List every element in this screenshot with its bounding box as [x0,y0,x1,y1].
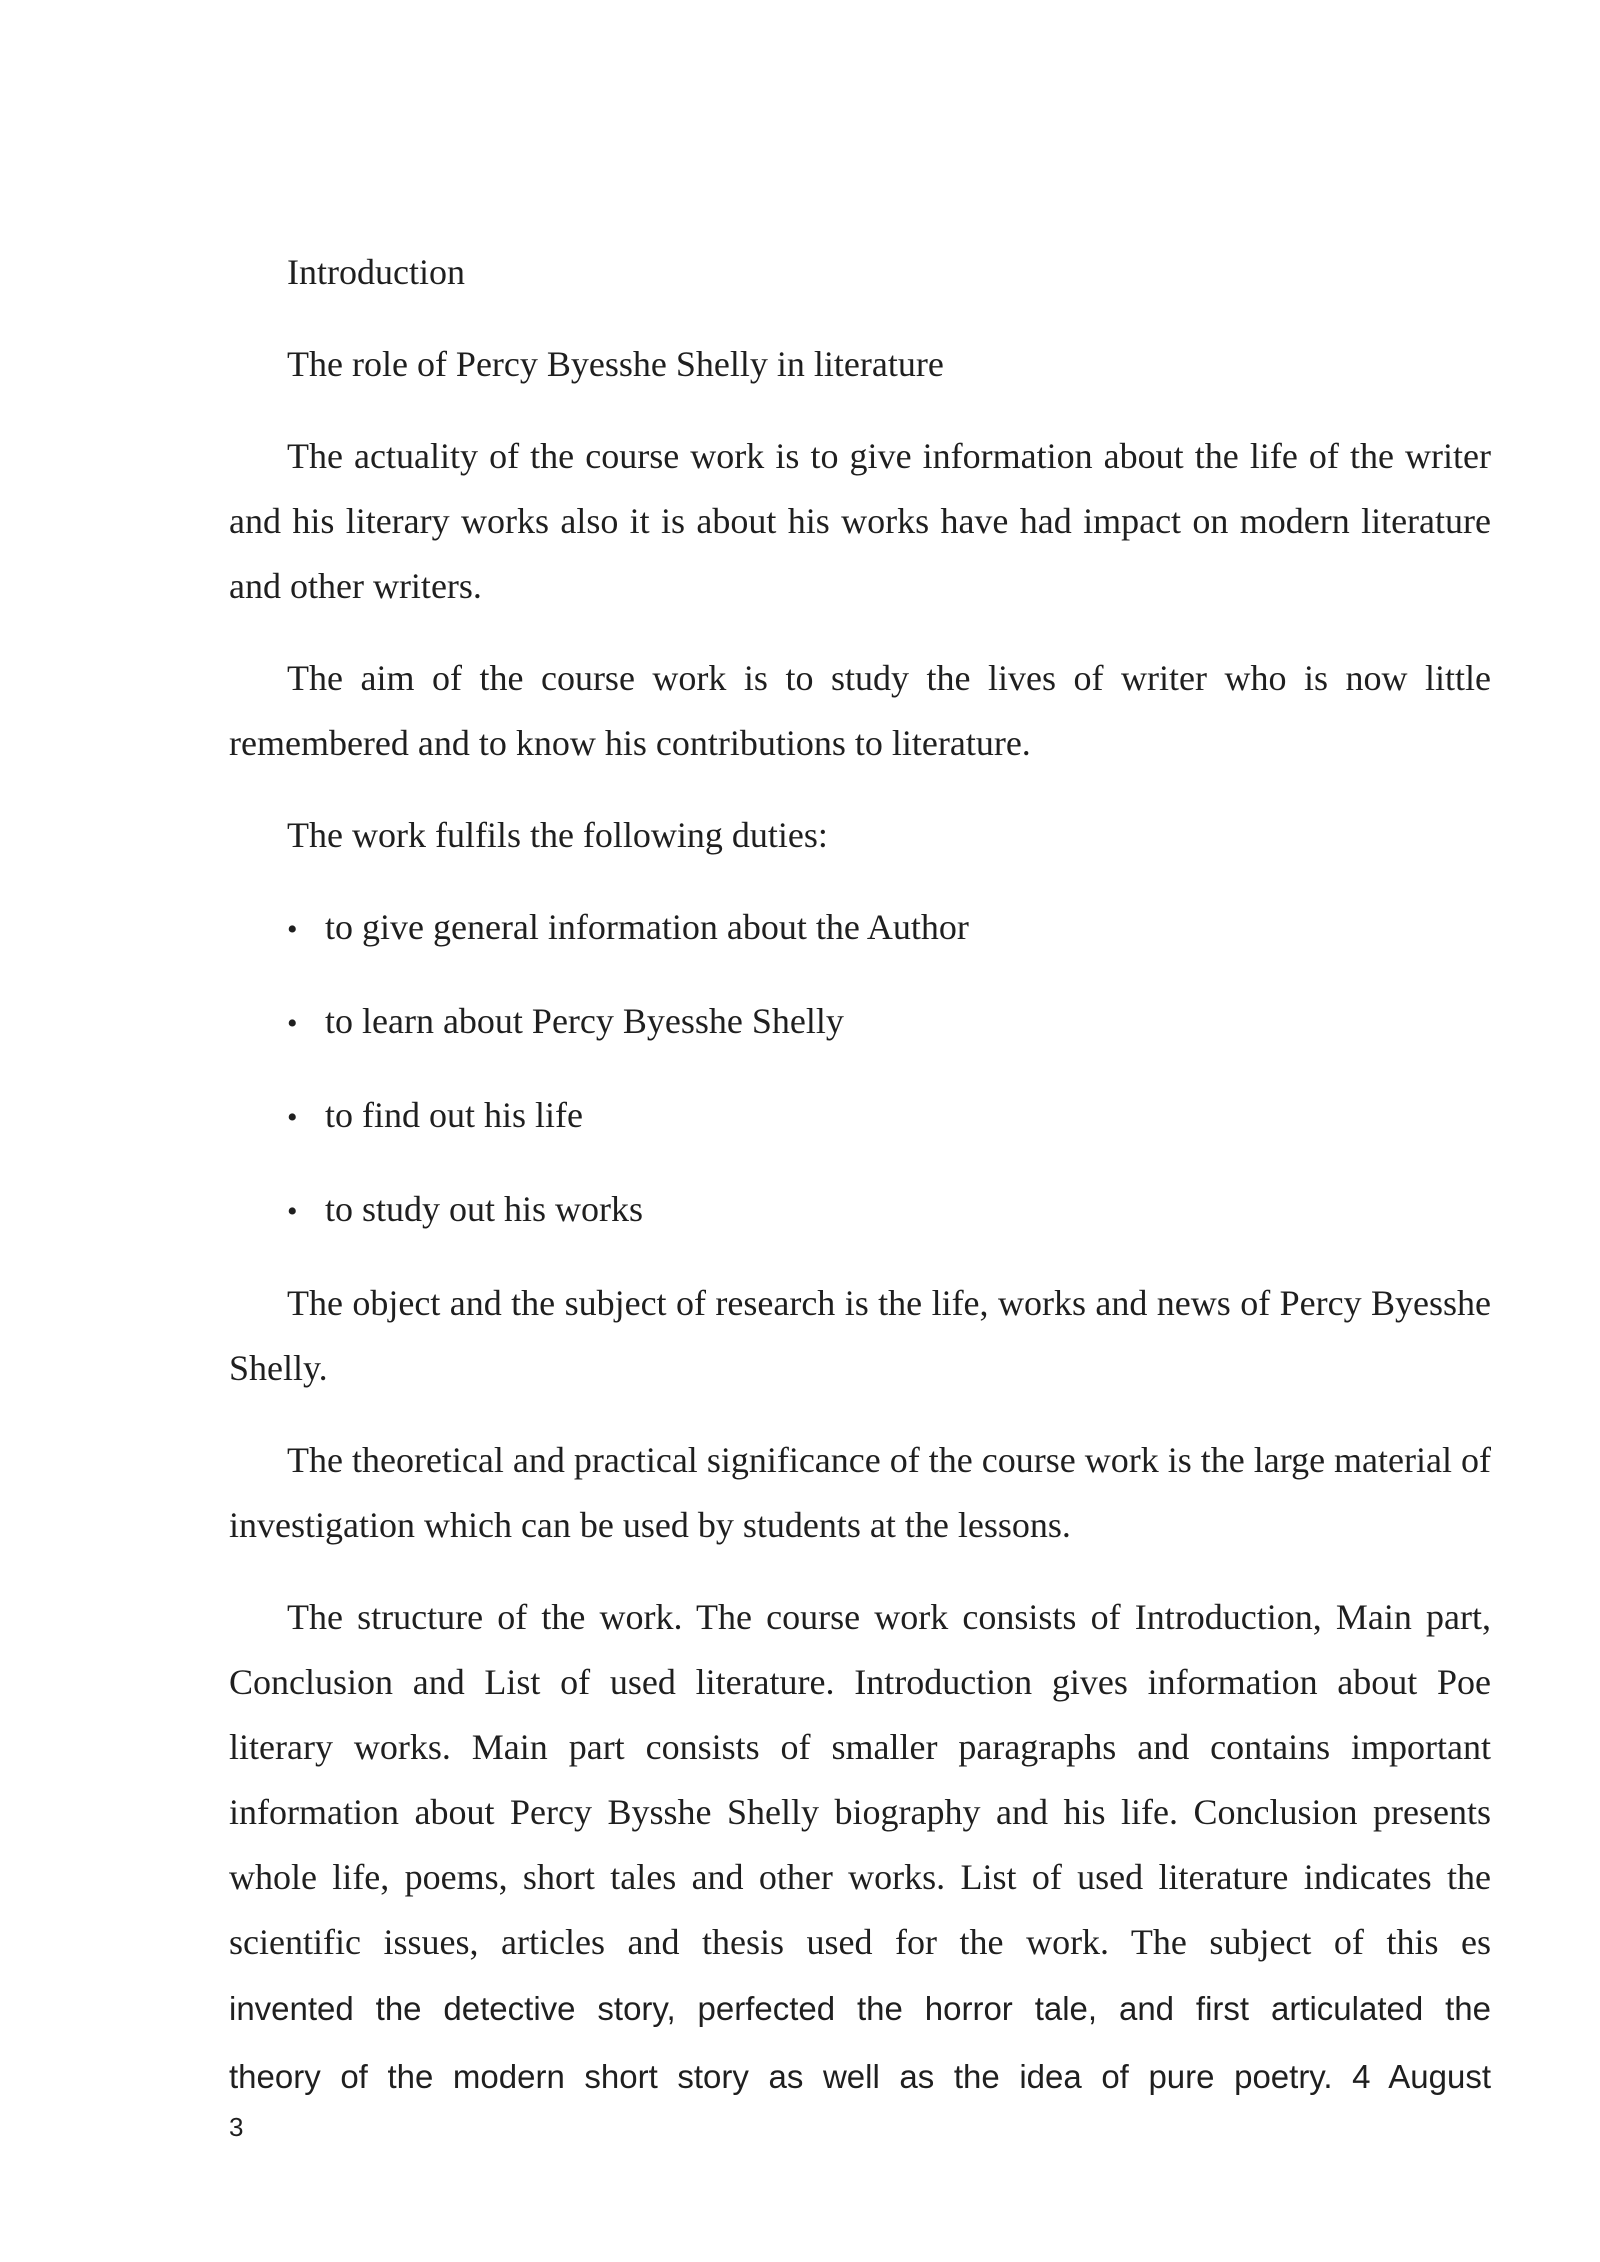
section-heading: Introduction [287,252,465,292]
paragraph-actuality: The actuality of the course work is to give information about the life of the writer and his literary works also it is about his works have had impact on modern literature and other writers. [229,436,1491,606]
duties-list [229,895,1491,1244]
list-item [229,1177,1491,1244]
bullet-icon: • [287,1101,298,1134]
list-item-text: to find out his life [325,1095,583,1135]
list-item [229,1083,1491,1150]
bullet-icon: • [287,1195,298,1228]
list-item [229,989,1491,1056]
bullet-icon: • [287,1007,298,1040]
page-number: 3 [229,2112,244,2142]
page-body [229,240,1491,2111]
paragraph-duties-intro: The work fulfils the following duties: [287,815,828,855]
list-item [229,895,1491,962]
paragraph-object: The object and the subject of research is the life, works and news of Percy Byesshe Shelly. [229,1283,1491,1388]
section-subheading: The role of Percy Byesshe Shelly in literature [287,344,944,384]
pasted-text-line: theory of the modern short story as well as the idea of pure poetry. 4 August [229,2058,1491,2095]
bullet-icon: • [287,913,298,946]
list-item-text: to give general information about the Author [325,907,969,947]
paragraph-structure: The structure of the work. The course work consists of Introduction, Main part, Conclusion and List of used literature. Introduction gives information about Poe literary works. Main part consists of smaller paragraphs and contains important information about Percy Bysshe Shelly biography and his life. Conclusion presents whole life, poems, short tales and other works. List of used literature indicates the scientific issues, articles and thesis used for the work. The subject of this es [229,1597,1491,1962]
paragraph-significance: The theoretical and practical significance of the course work is the large material of investigation which can be used by students at the lessons. [229,1440,1491,1545]
pasted-text-line: invented the detective story, perfected the horror tale, and first articulated the [229,1990,1491,2027]
list-item-text: to study out his works [325,1189,644,1229]
list-item-text: to learn about Percy Byesshe Shelly [325,1001,844,1041]
paragraph-aim: The aim of the course work is to study the lives of writer who is now little remembered and to know his contributions to literature. [229,658,1491,763]
